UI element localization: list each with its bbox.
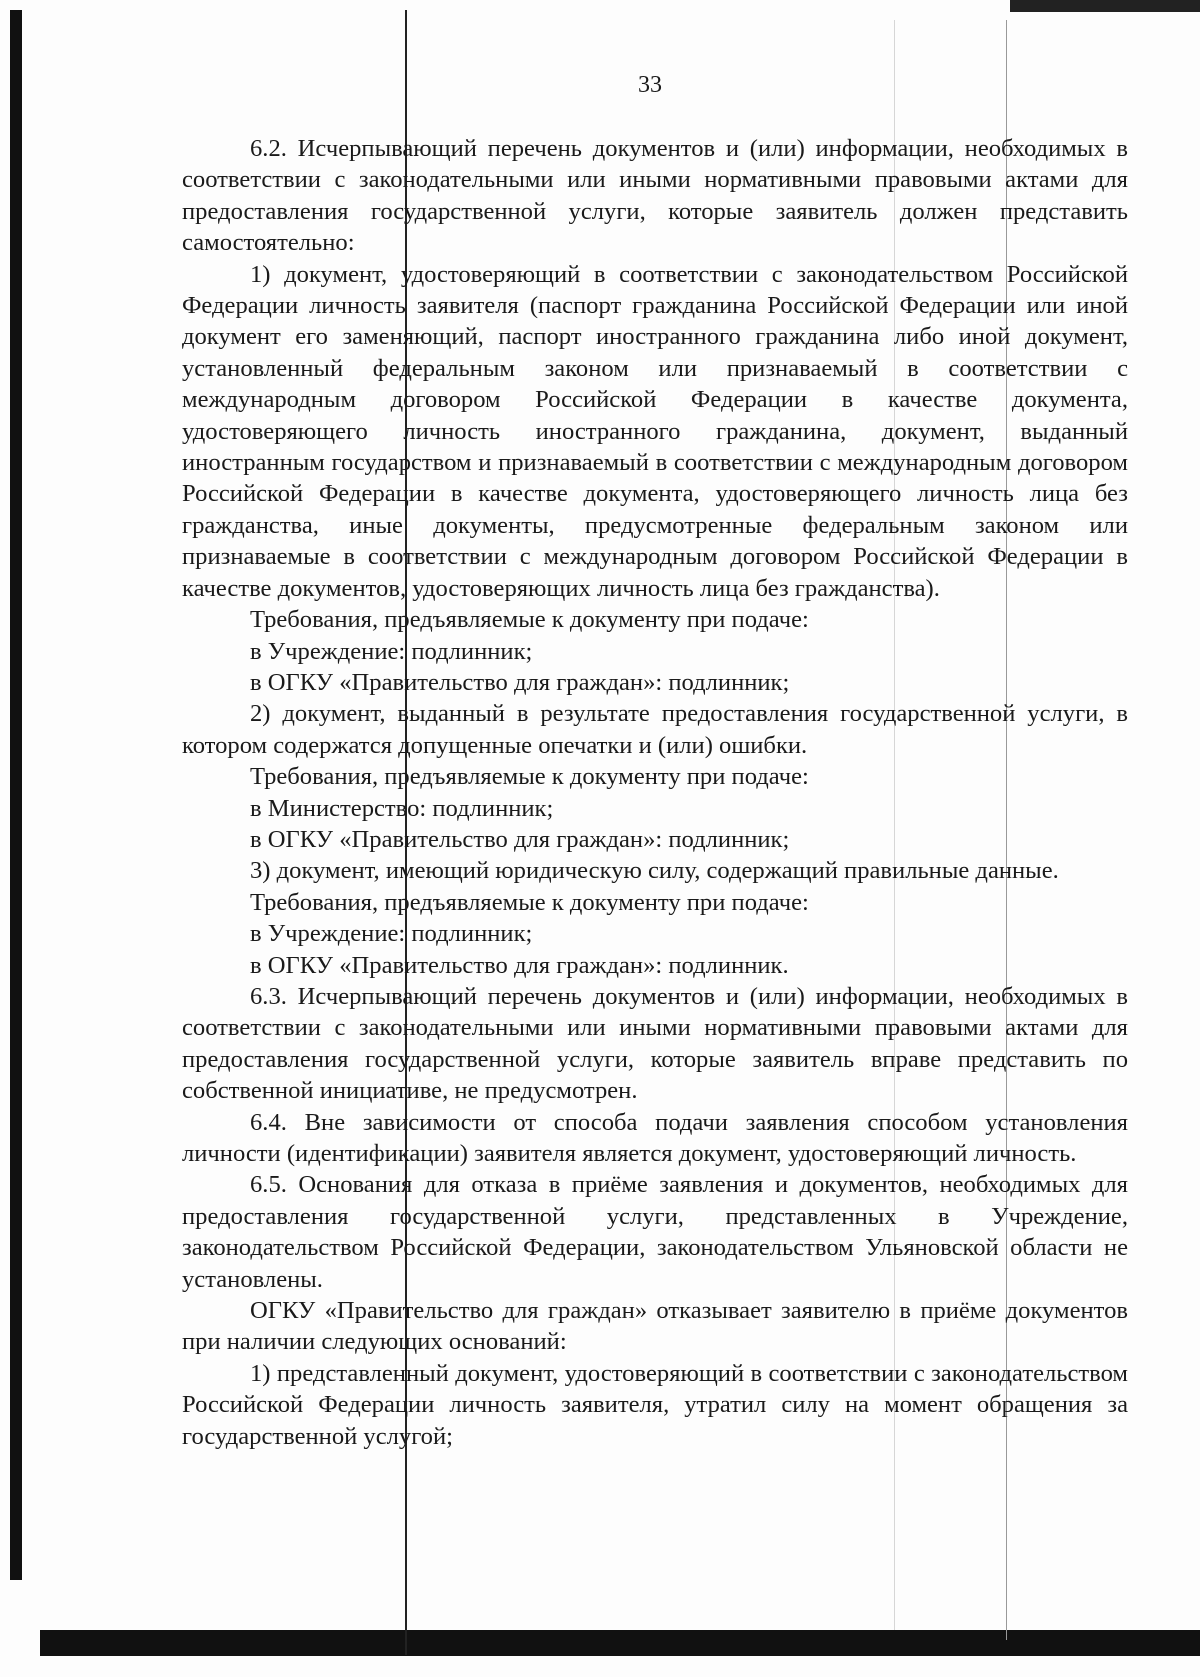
paragraph: в ОГКУ «Правительство для граждан»: подлинник; <box>250 668 790 696</box>
paragraph: в Учреждение: подлинник; <box>250 637 533 665</box>
paragraph: Требования, предъявляемые к документу при подаче: <box>250 606 809 634</box>
paragraph: 3) документ, имеющий юридическую силу, содержащий правильные данные. <box>250 857 1059 885</box>
scan-edge-left <box>10 10 22 1580</box>
paragraph: в Министерство: подлинник; <box>250 794 554 822</box>
paragraph: ОГКУ «Правительство для граждан» отказывает заявителю в приёме документов при наличии следующих оснований: <box>182 1297 1128 1356</box>
paragraph: 2) документ, выданный в результате предоставления государственной услуги, в котором содержатся допущенные опечатки и (или) ошибки. <box>182 700 1128 759</box>
paragraph: 6.2. Исчерпывающий перечень документов и (или) информации, необходимых в соответствии с законодательными или иными нормативными правовыми актами для предоставления государственной услуги, которые заявитель должен представить самостоятельно: <box>182 135 1128 257</box>
paragraph: Требования, предъявляемые к документу при подаче: <box>250 888 809 916</box>
paragraph: 6.3. Исчерпывающий перечень документов и (или) информации, необходимых в соответствии с законодательными или иными нормативными правовыми актами для предоставления государственной услуги, которые заявитель вправе представить по собственной инициативе, не предусмотрен. <box>182 982 1128 1105</box>
paragraph: в ОГКУ «Правительство для граждан»: подлинник. <box>250 951 789 979</box>
paragraph: в ОГКУ «Правительство для граждан»: подлинник; <box>250 825 790 853</box>
paragraph: 6.4. Вне зависимости от способа подачи заявления способом установления личности (идентификации) заявителя является документ, удостоверяющий личность. <box>182 1108 1128 1167</box>
paragraph: 6.5. Основания для отказа в приёме заявления и документов, необходимых для предоставления государственной услуги, представленных в Учреждение, законодательством Российской Федерации, законодательством Ульяновской области не установлены. <box>182 1171 1128 1293</box>
page-number: 33 <box>638 72 662 98</box>
scan-edge-bottom <box>40 1630 1200 1656</box>
paragraph: в Учреждение: подлинник; <box>250 920 533 948</box>
scan-edge-top <box>1010 0 1200 12</box>
document-body <box>182 133 1128 1452</box>
paragraph: 1) представленный документ, удостоверяющий в соответствии с законодательством Российской Федерации личность заявителя, утратил силу на момент обращения за государственной услугой; <box>182 1359 1128 1450</box>
paragraph: 1) документ, удостоверяющий в соответствии с законодательством Российской Федерации личность заявителя (паспорт гражданина Российской Федерации или иной документ его заменяющий, паспорт иностранного гражданина либо иной документ, установленный федеральным законом или признаваемый в соответствии с международным договором Российской Федерации в качестве документа, удостоверяющего личность иностранного гражданина, документ, выданный иностранным государством и признаваемый в соответствии с международным договором Российской Федерации в качестве документа, удостоверяющего личность лица без гражданства, иные документы, предусмотренные федеральным законом или признаваемые в соответствии с международным договором Российской Федерации в качестве документов, удостоверяющих личность лица без гражданства). <box>182 260 1128 602</box>
paragraph: Требования, предъявляемые к документу при подаче: <box>250 763 809 791</box>
